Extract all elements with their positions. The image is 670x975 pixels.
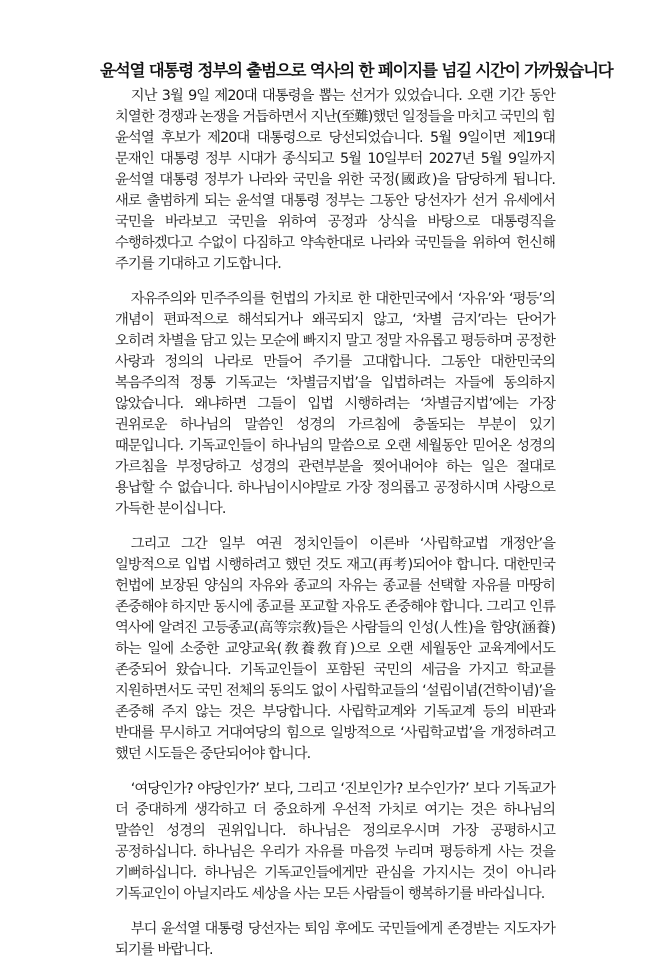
document-title: 윤석열 대통령 정부의 출범으로 역사의 한 페이지를 넘길 시간이 가까웠습니다 (100, 61, 613, 80)
body-paragraph-5: 부디 윤석열 대통령 당선자는 퇴임 후에도 국민들에게 존경받는 지도자가 되기를 바랍니다. (115, 921, 555, 958)
body-paragraph-2: 자유주의와 민주주의를 헌법의 가치로 한 대한민국에서 ‘자유’와 ‘평등’의 개념이 편파적으로 해석되거나 왜곡되지 않고, ‘차별 금지’라는 단어가 오히려 차별을 담고 있는 모순에 빠지지 말고 정말 자유롭고 평등하며 공정한 사랑과 정의의 나라로 만들어 주기를 고대합니다. 그동안 대한민국의 복음주의적 정통 기독교는 ‘차별금지법’을 입법하려는 자들에 동의하지 않았습니다. 왜냐하면 그들이 입법 시행하려는 ‘차별금지법’에는 가장 권위로운 하나님의 말씀인 성경의 가르침에 충돌되는 부분이 있기 때문입니다. 기독교인들이 하나님의 말씀으로 오랜 세월동안 믿어온 성경의 가르침을 부정당하고 성경의 관련부분을 찢어내어야 하는 일은 절대로 용납할 수 없습니다. 하나님이시야말로 가장 정의롭고 공정하시며 사랑으로 가득한 분이십니다. (115, 291, 555, 517)
document-body (115, 86, 555, 975)
body-paragraph-3: 그리고 그간 일부 여권 정치인들이 이른바 ‘사립학교법 개정안’을 일방적으로 입법 시행하려고 했던 것도 재고(再考)되어야 합니다. 대한민국 헌법에 보장된 양심의 자유와 종교의 자유는 종교를 선택할 자유를 마땅히 존중해야 하지만 동시에 종교를 포교할 자유도 존중해야 합니다. 그리고 인류 역사에 알려진 고등종교(高等宗敎)들은 사람들의 인성(人性)을 함양(涵養)하는 일에 소중한 교양교육(敎養敎育)으로 오랜 세월동안 교육계에서도 존중되어 왔습니다. 기독교인들이 포함된 국민의 세금을 가지고 학교를 지원하면서도 국민 전체의 동의도 없이 사립학교들의 ‘설립이념(건학이념)’을 존중해 주지 않는 것은 부당합니다. 사립학교계와 기독교계 등의 비판과 반대를 무시하고 거대여당의 힘으로 일방적으로 ‘사립학교법’을 개정하려고 했던 시도들은 중단되어야 합니다. (115, 536, 555, 762)
body-paragraph-1: 지난 3월 9일 제20대 대통령을 뽑는 선거가 있었습니다. 오랜 기간 동안 치열한 경쟁과 논쟁을 거듭하면서 지난(至難)했던 일정들을 마치고 국민의 힘 윤석열 후보가 제20대 대통령으로 당선되었습니다. 5월 9일이면 제19대 문재인 대통령 정부 시대가 종식되고 5월 10일부터 2027년 5월 9일까지 윤석열 대통령 정부가 나라와 국민을 위한 국정(國政)을 담당하게 됩니다. 새로 출범하게 되는 윤석열 대통령 정부는 그동안 당선자가 선거 유세에서 국민을 바라보고 국민을 위하여 공정과 상식을 바탕으로 대통령직을 수행하겠다고 수없이 다짐하고 약속한대로 나라와 국민들을 위하여 헌신해 주기를 기대하고 기도합니다. (115, 88, 555, 272)
body-paragraph-4: ‘여당인가? 야당인가?’ 보다, 그리고 ‘진보인가? 보수인가?’ 보다 기독교가 더 중대하게 생각하고 더 중요하게 우선적 가치로 여기는 것은 하나님의 말씀인 성경의 권위입니다. 하나님은 정의로우시며 가장 공평하시고 공정하십니다. 하나님은 우리가 자유를 마음껏 누리며 평등하게 사는 것을 기뻐하십니다. 하나님은 기독교인들에게만 관심을 가지시는 것이 아니라 기독교인이 아닐지라도 세상을 사는 모든 사람들이 행복하기를 바라십니다. (115, 781, 555, 902)
